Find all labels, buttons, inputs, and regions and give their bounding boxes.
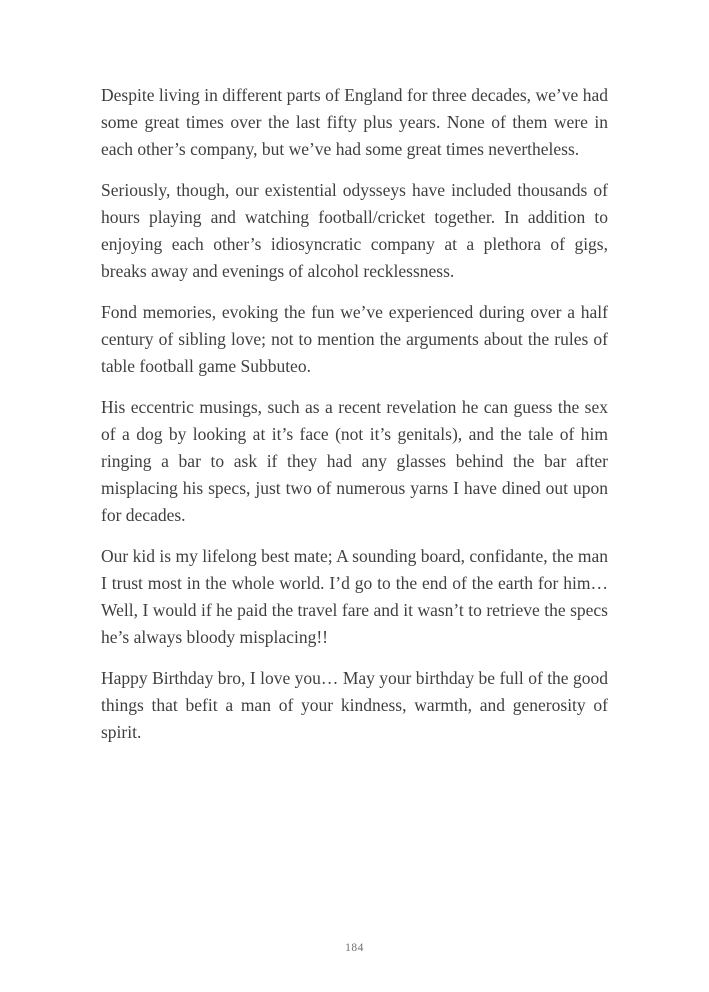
paragraph-1: Despite living in different parts of England for three decades, we’ve had some great times over the last fifty plus years. None of them were in each other’s company, but we’ve had some great times nevertheless.	[101, 85, 608, 159]
paragraph-5: Our kid is my lifelong best mate; A sounding board, confidante, the man I trust most in the whole world. I’d go to the end of the earth for him… Well, I would if he paid the travel fare and it wasn’t to retrieve the specs he’s always bloody misplacing!!	[101, 546, 608, 647]
page-number: 184	[345, 942, 364, 954]
paragraph-6: Happy Birthday bro, I love you… May your birthday be full of the good things that befit a man of your kindness, warmth, and generosity of spirit.	[101, 668, 608, 742]
paragraph-4: His eccentric musings, such as a recent revelation he can guess the sex of a dog by looking at it’s face (not it’s genitals), and the tale of him ringing a bar to ask if they had any glasses behind the bar after misplacing his specs, just two of numerous yarns I have dined out upon for decades.	[101, 397, 608, 525]
paragraph-3: Fond memories, evoking the fun we’ve experienced during over a half century of sibling love; not to mention the arguments about the rules of table football game Subbuteo.	[101, 302, 608, 376]
paragraph-2: Seriously, though, our existential odysseys have included thousands of hours playing and watching football/cricket together. In addition to enjoying each other’s idiosyncratic company at a plethora of gigs, breaks away and evenings of alcohol recklessness.	[101, 180, 608, 281]
text-block	[101, 82, 608, 760]
